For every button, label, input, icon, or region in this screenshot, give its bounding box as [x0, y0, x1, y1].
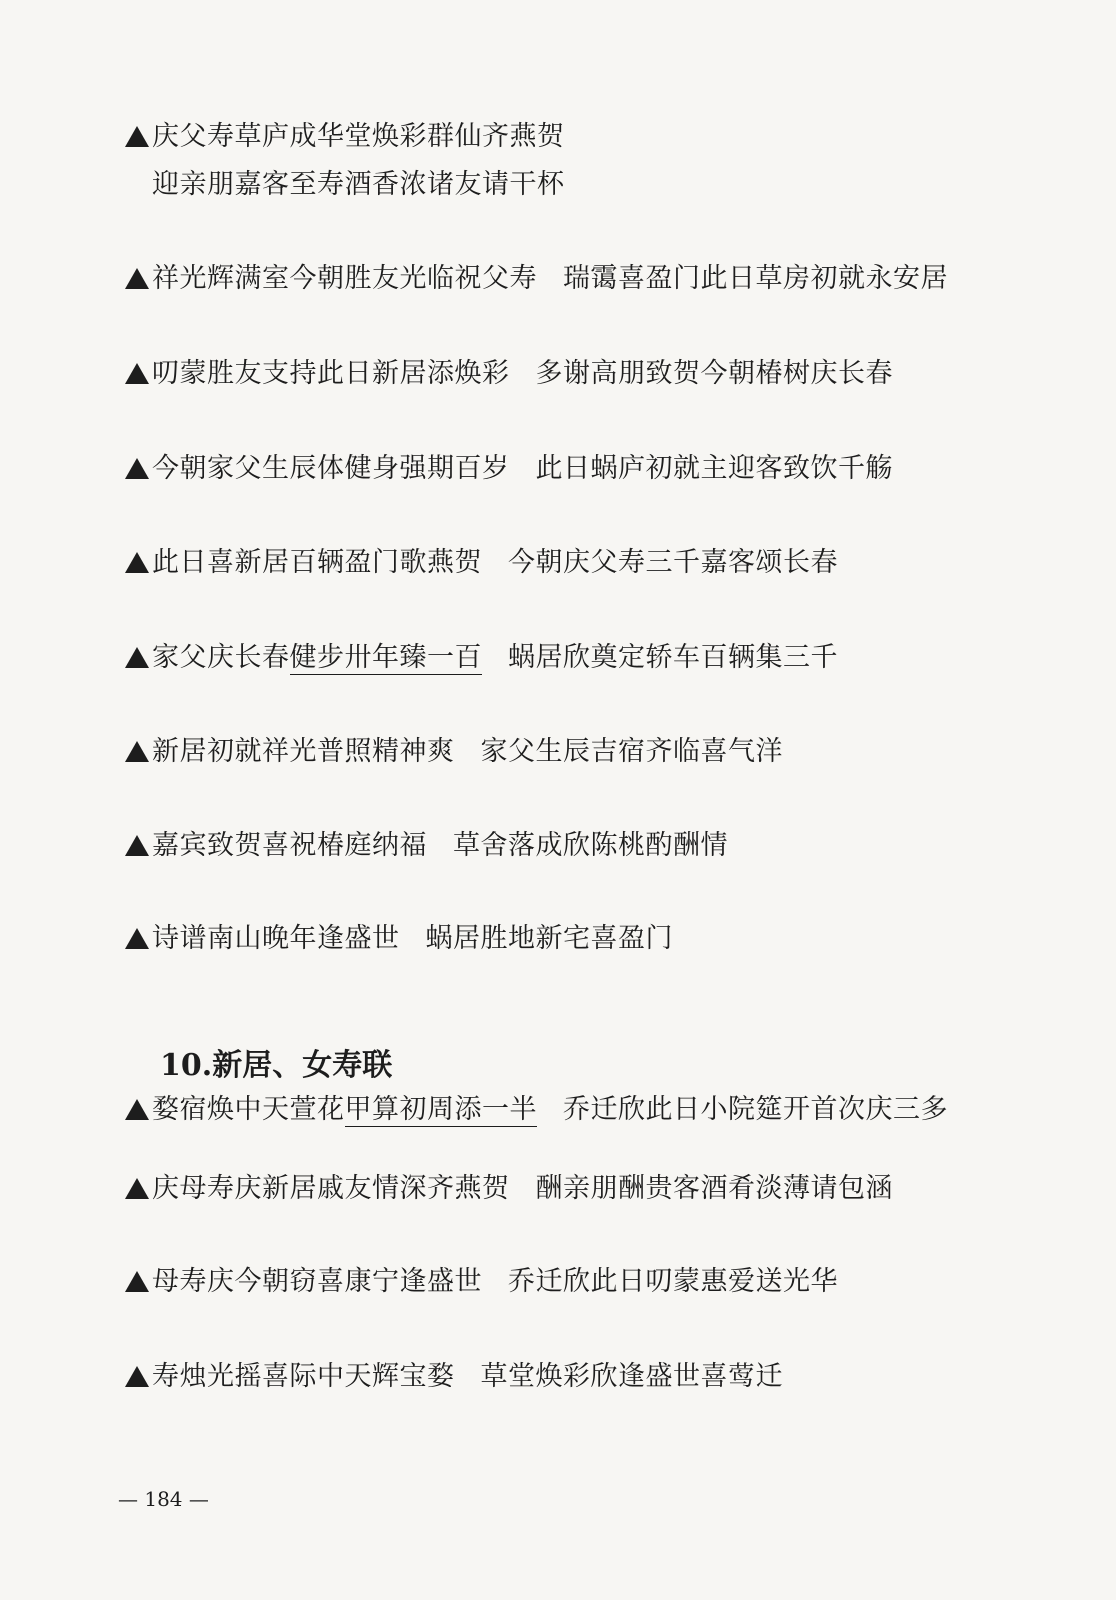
triangle-bullet-icon	[125, 741, 149, 762]
triangle-bullet-icon	[125, 268, 149, 289]
underlined-phrase: 甲算初周添一半	[344, 1094, 537, 1125]
section-heading: 10.新居、女寿联	[160, 1048, 393, 1083]
triangle-bullet-icon	[125, 1099, 149, 1120]
triangle-bullet-icon	[125, 835, 149, 856]
couplet-1-line-2: 迎亲朋嘉客至寿酒香浓诸友请干杯	[152, 169, 565, 200]
couplet-9: 诗谱南山晚年逢盛世 蜗居胜地新宅喜盈门	[125, 922, 673, 956]
triangle-bullet-icon	[125, 1178, 149, 1199]
triangle-bullet-icon	[125, 126, 149, 147]
triangle-bullet-icon	[125, 928, 149, 949]
page-number: — 184 —	[118, 1487, 209, 1511]
couplet-13: 寿烛光摇喜际中天辉宝婺 草堂焕彩欣逢盛世喜莺迁	[125, 1360, 783, 1394]
underlined-phrase: 健步卅年臻一百	[289, 642, 482, 673]
couplet-1-line-1: 庆父寿草庐成华堂焕彩群仙齐燕贺	[125, 120, 565, 154]
triangle-bullet-icon	[125, 552, 149, 573]
couplet-6: 家父庆长春健步卅年臻一百 蜗居欣奠定轿车百辆集三千	[125, 641, 838, 675]
couplet-2: 祥光辉满室今朝胜友光临祝父寿 瑞霭喜盈门此日草房初就永安居	[125, 262, 948, 296]
couplet-11: 庆母寿庆新居戚友情深齐燕贺 酬亲朋酬贵客酒肴淡薄请包涵	[125, 1172, 893, 1206]
triangle-bullet-icon	[125, 647, 149, 668]
couplet-3: 叨蒙胜友支持此日新居添焕彩 多谢高朋致贺今朝椿树庆长春	[125, 357, 893, 391]
couplet-5: 此日喜新居百辆盈门歌燕贺 今朝庆父寿三千嘉客颂长春	[125, 546, 838, 580]
couplet-12: 母寿庆今朝窃喜康宁逢盛世 乔迁欣此日叨蒙惠爱送光华	[125, 1265, 838, 1299]
triangle-bullet-icon	[125, 458, 149, 479]
triangle-bullet-icon	[125, 1271, 149, 1292]
triangle-bullet-icon	[125, 1366, 149, 1387]
triangle-bullet-icon	[125, 363, 149, 384]
couplet-8: 嘉宾致贺喜祝椿庭纳福 草舍落成欣陈桃酌酬情	[125, 829, 728, 863]
couplet-7: 新居初就祥光普照精神爽 家父生辰吉宿齐临喜气洋	[125, 735, 783, 769]
couplet-10: 婺宿焕中天萱花甲算初周添一半 乔迁欣此日小院筵开首次庆三多	[125, 1093, 948, 1127]
couplet-4: 今朝家父生辰体健身强期百岁 此日蜗庐初就主迎客致饮千觞	[125, 452, 893, 486]
